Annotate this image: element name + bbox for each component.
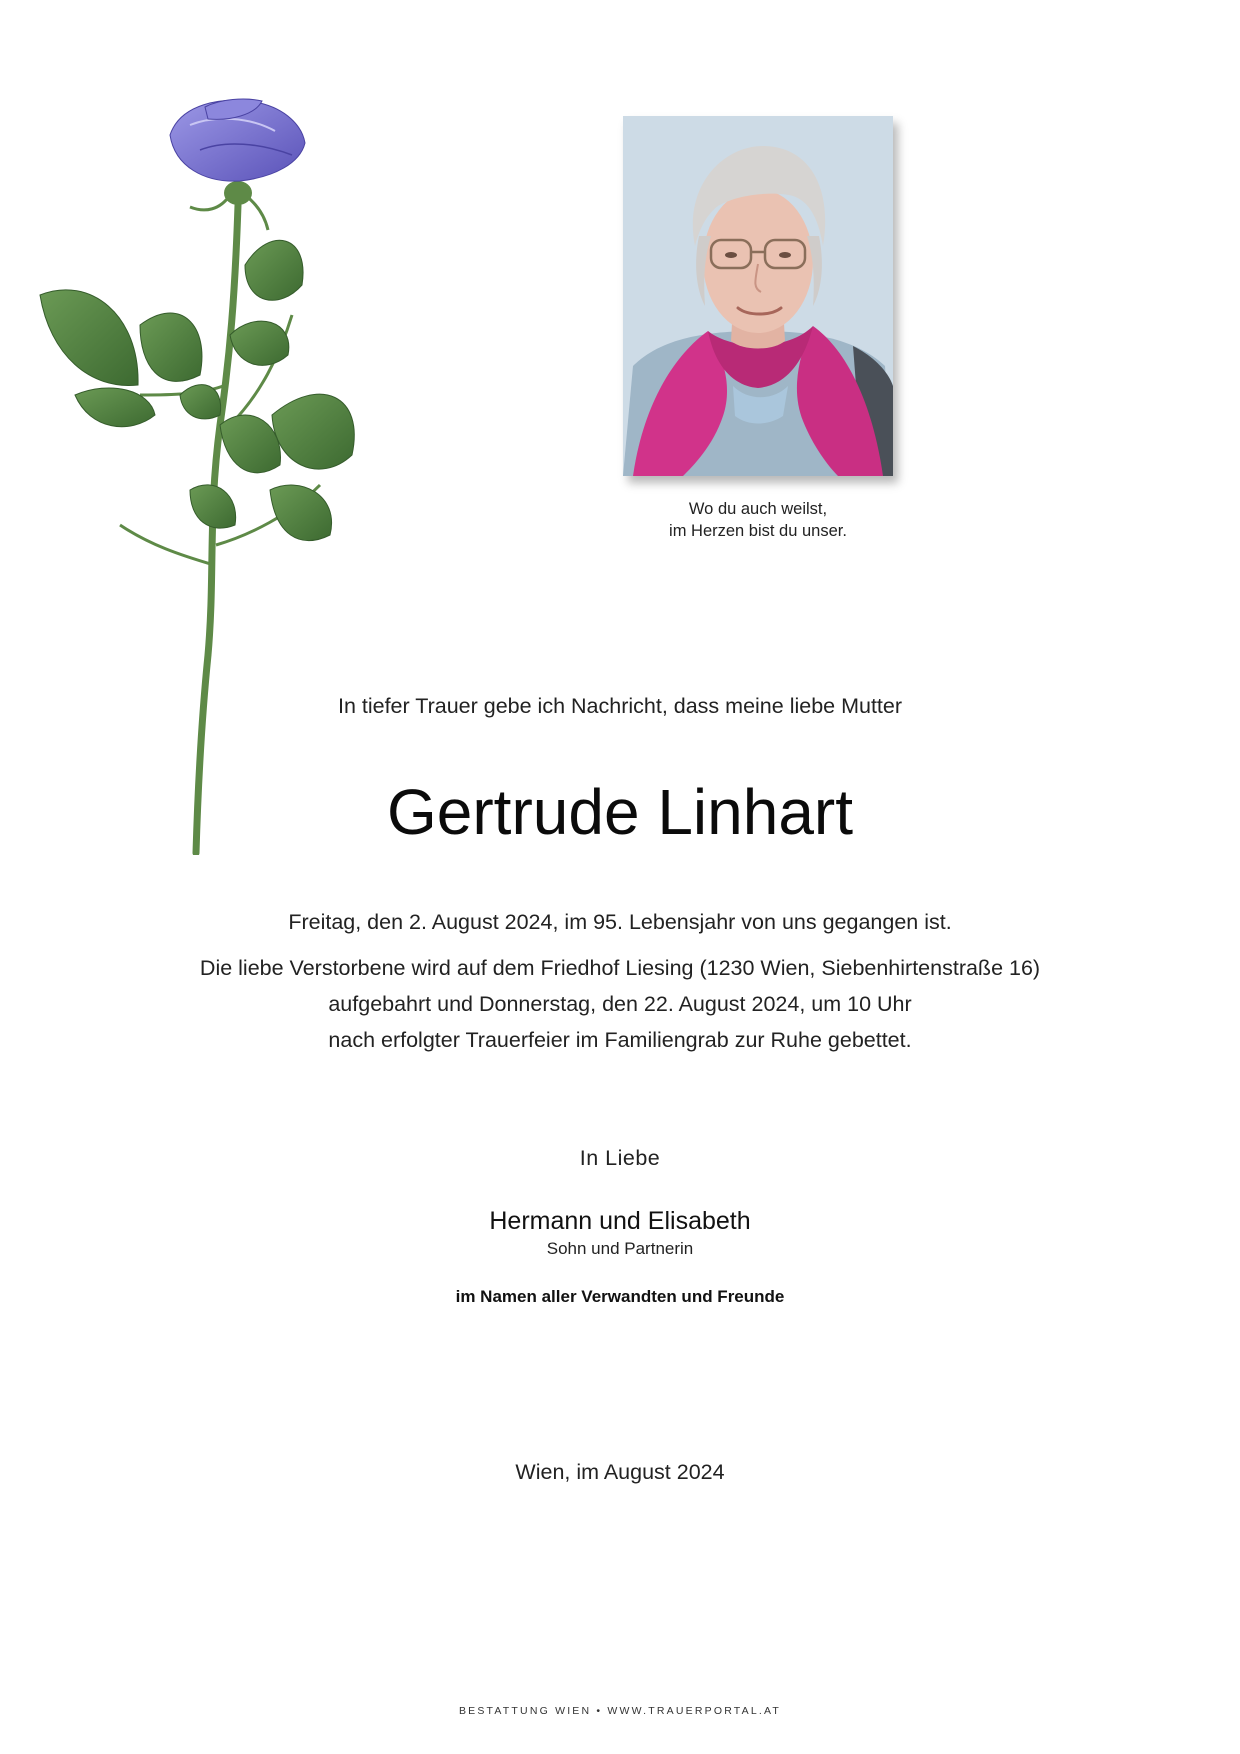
burial-line-3: nach erfolgter Trauerfeier im Familiengrab zur Ruhe gebettet. bbox=[328, 1028, 912, 1052]
footer-credit: BESTATTUNG WIEN • WWW.TRAUERPORTAL.AT bbox=[458, 1705, 782, 1717]
burial-line-1: Die liebe Verstorbene wird auf dem Friedhof Liesing (1230 Wien, Siebenhirtenstraße 16) bbox=[199, 956, 1041, 980]
portrait-photo bbox=[623, 116, 893, 476]
photo-caption-line-1: Wo du auch weilst, bbox=[688, 500, 828, 518]
on-behalf-text: im Namen aller Verwandten und Freunde bbox=[455, 1287, 785, 1306]
intro-text: In tiefer Trauer gebe ich Nachricht, dass meine liebe Mutter bbox=[337, 694, 903, 718]
place-date: Wien, im August 2024 bbox=[515, 1460, 725, 1484]
burial-line-2: aufgebahrt und Donnerstag, den 22. August 2024, um 10 Uhr bbox=[328, 992, 912, 1016]
death-date-line: Freitag, den 2. August 2024, im 95. Lebensjahr von uns gegangen ist. bbox=[288, 910, 952, 934]
in-love-text: In Liebe bbox=[579, 1146, 661, 1170]
mourner-names: Hermann und Elisabeth bbox=[489, 1207, 751, 1235]
photo-caption-line-2: im Herzen bist du unser. bbox=[669, 522, 847, 540]
mourner-relation: Sohn und Partnerin bbox=[546, 1239, 694, 1258]
deceased-name: Gertrude Linhart bbox=[386, 776, 854, 848]
blue-rose-icon bbox=[30, 95, 410, 855]
